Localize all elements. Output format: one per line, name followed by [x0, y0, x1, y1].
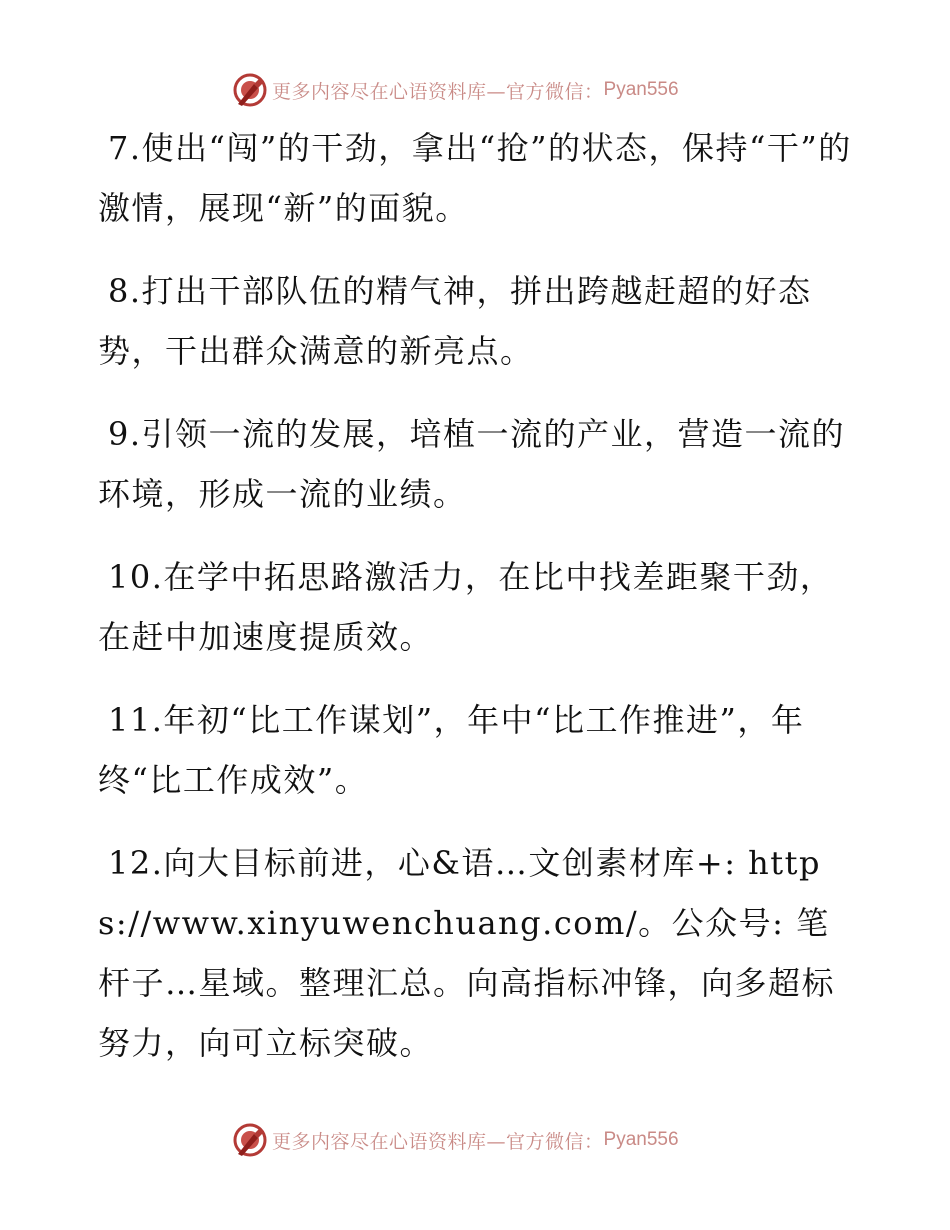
header-banner [232, 70, 679, 110]
pen-logo-icon [232, 1122, 268, 1158]
footer-banner-text: 更多内容尽在心语资料库—官方微信： [272, 1130, 604, 1153]
pen-logo-icon [232, 72, 268, 108]
footer-banner [232, 1120, 679, 1160]
header-banner-text: 更多内容尽在心语资料库—官方微信： [272, 80, 604, 103]
paragraph-12: 12.向大目标前进，心&语…文创素材库+: https://www.xinyuwenchuang.com/。公众号: 笔杆子…星域。整理汇总。向高指标冲锋，向多超标努力，向可立标突破。 [98, 844, 836, 1062]
header-wechat-id: Pyan556 [603, 79, 679, 100]
paragraph-10: 10.在学中拓思路激活力，在比中找差距聚干劲，在赶中加速度提质效。 [98, 558, 834, 656]
footer-wechat-id: Pyan556 [603, 1129, 679, 1150]
paragraph-11: 11.年初“比工作谋划”，年中“比工作推进”，年终“比工作成效”。 [98, 701, 805, 799]
document-body [98, 118, 858, 1096]
paragraph-7: 7.使出“闯”的干劲，拿出“抢”的状态，保持“干”的激情，展现“新”的面貌。 [98, 129, 852, 227]
paragraph-8: 8.打出干部队伍的精气神，拼出跨越赶超的好态势，干出群众满意的新亮点。 [98, 272, 812, 370]
paragraph-9: 9.引领一流的发展，培植一流的产业，营造一流的环境，形成一流的业绩。 [98, 415, 846, 513]
